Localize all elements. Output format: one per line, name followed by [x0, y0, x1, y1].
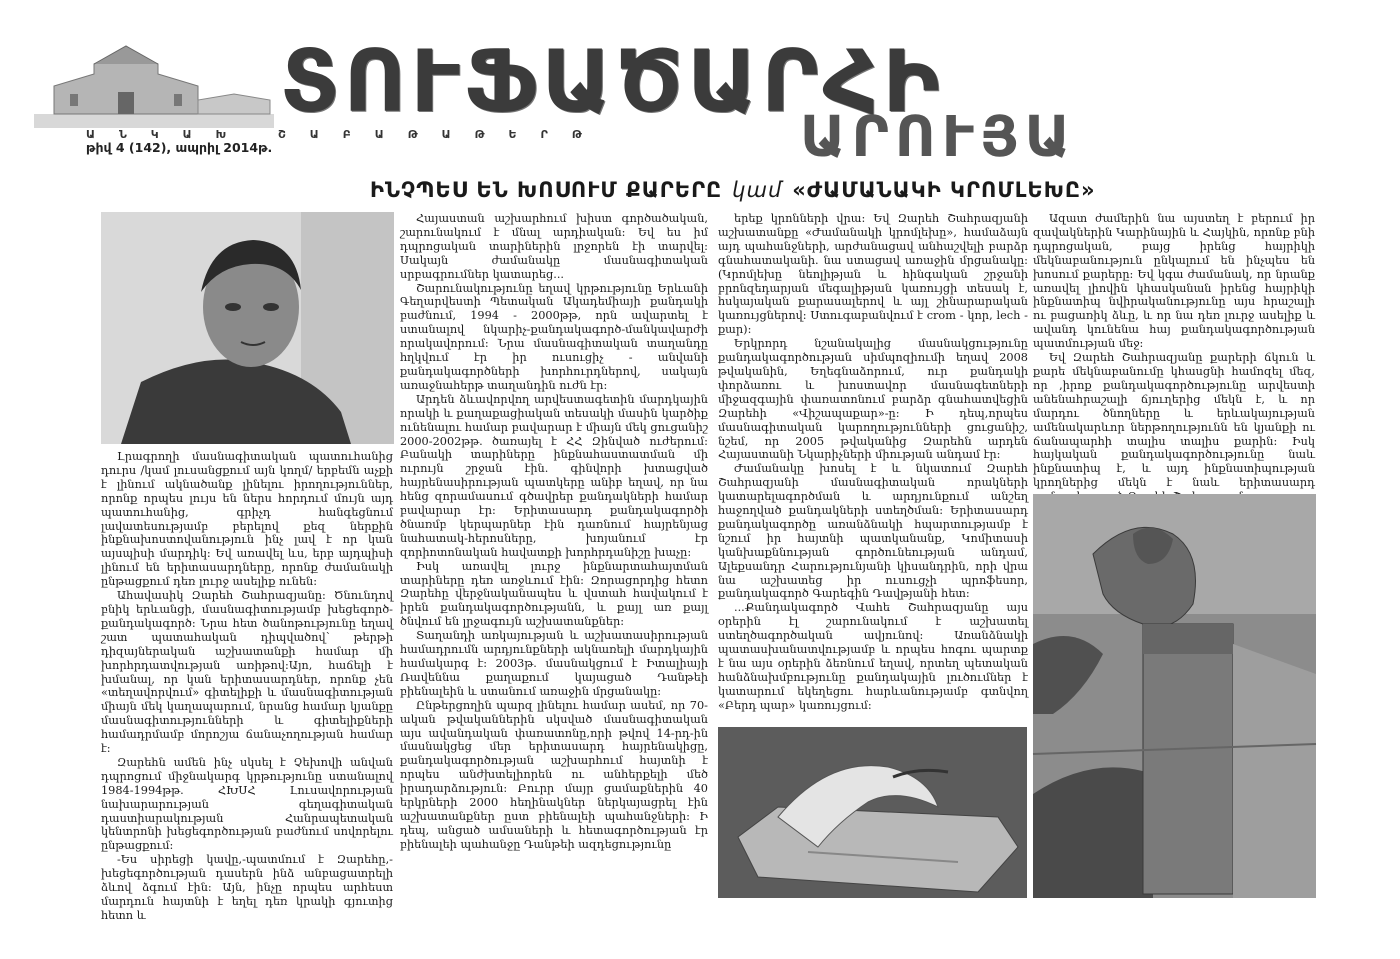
paragraph: Երկրորդ նշանակալից մասնակցությունը քանդակագործության սիմպոզիումի եղավ 2008 թվականին, Եղեգնաձորում, ուր քանդակի փորձառու և խոստավոր մասնագետների միջազգային փառատոնում բարձր գնահատվեցին Զարեհի «Վիշապաքար»-ը: Ի դեպ,որպես մասնագիտական կարողությունների ցուցանիշ, նշեմ, որ 2005 թվականից Զարեհն արդեն Հայաստանի Նկարիչների միության անդամ էր:: [718, 337, 1028, 462]
headline-part-1: ԻՆՉՊԵՍ ԵՆ ԽՈՍՈՒՄ ՔԱՐԵՐԸ: [370, 178, 723, 202]
article-column-3: [718, 212, 1028, 722]
paragraph: ...Քանդակագործ Վահե Շահրազյանը այս օրերին էլ շարունակում է աշխատել ստեղծագործական ավյունով: Առանձնակի պատասխանատվությամբ և որպես հոգու պարտք է նա այս օրերին ձեռնում եղավ, որտեղ պետական հանձնախմբությունը քանդակային լուծումներ է կատարում եկեղեցու հարևանությամբ գտնվող «Բերդ պար» կառույցում:: [718, 601, 1028, 712]
article-column-2: [400, 212, 708, 902]
paragraph: Ընթերցողին պարզ լինելու համար ասեմ, որ 70-ական թվականներին սկսված մասնագիտական այս ավանդական փառատոնը,որի թվով 14-րդ-ին մասնակցեց մեր երիտասարդ հայրենակիցը, քանդակագործության աշխարհում հայտնի է որպես անժխտելիորեն ու անհերքելի մեծ իրադարձություն: Բուրր մայր ցամաքներին 40 երկրների 2000 հեղինակներ ներկայացրել էին աշխատանքներ ըստ բիենալեի պահանջների: Ի դեպ, անցած ամսաների և հետագործության էր բիենալեի պահանջը Դանթեի ազդեցությունը: [400, 698, 708, 851]
paragraph: Արդեն ձևավորվող արվեստագետին մարդկային որակի և քաղաքացիական տեսակի մասին կարծիք ունենալու համար բավարար է միայն մեկ ցուցանիշ 2000-2002թթ. ծառայել է ՀՀ Զինված ուժերում: Բանակի տարիները ինքնահաստատման մի ուրույն շրջան էին. գինվորի խտացված հայրենասիրության պատկերը անիբ եղավ, որ նա հենց զորամասում գծավրեր քանդակների համար բավարար էր: Երիտասարդ քանդակագործի ծնառմբ կերպարներ էին դառնում հայրենյաց նահատակ-հերոսները, խոյանում էր զորիոտոնական հավատքի խորհրդանիշը խաչը:: [400, 392, 708, 559]
headline-connector: կամ: [732, 178, 783, 202]
article-column-1: [101, 450, 393, 922]
masthead-section-title: ԱՐՈՒՅԱ: [800, 105, 1077, 170]
paragraph: Զարեհն ամեն ինչ սկսել է Չեխովի անվան դպրոցում միջնակարգ կրթությունը ստանալով 1984-1994թթ. ՀԽՍՀ Լուսավորության նախարարության գեղագիտական դաստիարակության Հանրապետական կենտրոնի խեցեգործության բաժնում սովորելու ընթացքում:: [101, 755, 393, 853]
paragraph: -Ես սիրեցի կավը,-պատմում է Զարեհը,- խեցեգործության դասերն ինձ անբացատրելի ձևով ձգում էին: Այն, ինչը որպես արհեստ մարդուն հայտնի է եղել դեռ կրակի գյուտից հետո և: [101, 853, 393, 922]
paragraph: երեք կրոնների վրա: Եվ Զարեհ Շահրազյանի աշխատանքը «Ժամանակի կրոմլեխը», համաձայն այդ պահանջների, արժանացավ անհաշվելի բարձր գնահատականի. նա ստացավ առաջին մրցանակը: (Կրոմլեխը նեոլիթյան և հինգական շրջանի բրոնզեդարյան մեգալիթյան կառույցի տեսակ է, հսկայական քարասալերով և այլ շինարարական կառույցներով: Ստուգաբանվում է crom - կոր, lech - քար):: [718, 212, 1028, 337]
monument-photo: [1033, 494, 1316, 898]
sculpture-photo: [718, 727, 1027, 898]
issue-number: թիվ 4 (142), ապրիլ 2014թ.: [86, 140, 273, 155]
article-headline: [370, 178, 1096, 208]
paragraph: Ահավասիկ Զարեհ Շահրազյանը: Ծնունդով բնիկ երևանցի, մասնագիտությամբ խեցեգործ-քանդակագործ: Նրա հետ ծանոթությունը եղավ շատ պատահական դիպվածով՝ թերթի դիզայներական աշխատանքի համար մի խորհրդատվության առիթով:Այո, հաճելի է խմանալ, որ կան երիտասարդներ, որոնք չեն «տեղավորվում» գիտելիքի և մասնագիտության միայն մեկ կաղապարում, նրանց համար կյանքը մասնագիտությունների և գիտելիքների համադրմամբ մորոշյա ճանաչողության համար է:: [101, 589, 393, 756]
paragraph: Եվ Զարեհ Շահրազյանը քարերի ճկուն և քարե մեկնաբանումը կհասցնի համոզել մեզ, որ ,իրոք քանդակագործությունը արվեստի անենահրաշալի ճյուղերից մեկն է, և որ մարդու ծնողները և երևակայության ամենակարևոր ներթողությունն են կյանքի ու ճանապարհի տալիս տալիս քարին: Իսկ հայկական քանդակագործությունը նաև ինքնատիպ է, և այդ ինքնատիպության կրողներից մեկն է նաև երիտասարդ: [1033, 351, 1315, 490]
paragraph: Ժամանակը խոսել է և նկատում Զարեհ Շահրազյանի մասնագիտական որակների կատարելագործման և արդյունքում անշեղ հաջողված քանդակների ստեղծման: Երիտասարդ քանդակագործը առանձնակի հպարտությամբ է նշում իր հայտնի պատկանանք, Կոմիտասի կանխաքննության գործունեության անդամ, Ալեքսանդր Հարությունյանի կիսանդրին, որի վրա նա աշխատեց իր ուսուցչի պրոֆեսոր, քանդակագործ Գարեգին Դավթյանի հետ:: [718, 462, 1028, 601]
paragraph: Հայաստան աշխարհում խիստ գործածական, շարունակում է մնալ արդիական: Եվ ես իմ դպրոցական տարիներին լրջորեն էի տարվել: Սակայն ժամանակը մասնագիտական սրբագրումներ կատարեց...: [400, 212, 708, 281]
portrait-photo: [101, 212, 394, 444]
headline-part-2: «ԺԱՄԱՆԱԿԻ ԿՐՈՄԼԵԽԸ»: [792, 178, 1096, 202]
masthead-subtitle: ԱՆԿԱԽ ՇԱԲԱԹԱԹԵՐԹ: [86, 128, 606, 141]
masthead-title: ՏՈՒՖԱԾԱՐՀԻ: [280, 32, 944, 132]
paragraph: Իսկ առավել լուրջ ինքնարտահայտման տարիները դեռ առջևում էին: Զորացորդից հետո Զարեհը վերջնականապես և վստահ հավակում է իրեն քանդակագործությանն, և քայլ առ քայլ ծնվում են լրջագույն աշխատանքներ:: [400, 559, 708, 629]
paragraph: Շարունակությունը եղավ կրթությունը Երևանի Գեղարվեստի Պետական Ակադեմիայի քանդակի բաժնում, 1994 - 2000թթ, որն ավարտել է ստանալով նկարիչ-քանդակագործ-մանկավարժի որակավորում: Նրա մասնագիտական տաղանդը հղկվում էր իր ուսուցիչ - անվանի քանդակագործների խորհուրդներով, սակայն առաջնահերթ տաղանդին ուժն էր:: [400, 281, 708, 392]
church-illustration: [34, 44, 274, 128]
article-column-4: [1033, 212, 1315, 492]
paragraph: Լրագրողի մասնագիտական պատուհանից դուրս /կամ լուսանցքում այն կողմ/ երբեմն աչքի է լինում ակնածանք լինելու իրողություններ, որոնք որպես լույս են ներս հորդում մույն այդ պատուհանից, գրիչդ հանգեցնում լավատեսությամբ բերելով քեզ ներքին ինքնախոստովանություն ինչ լավ է որ կան այսպիսի մարդիկ: Եվ առավել ևս, երբ այդպիսի լինում են երիտասարդները, որոնք ժամանակի ընթացքում դեռ լուրջ ասելիք ունեն:: [101, 450, 393, 589]
paragraph: Տաղանդի առկայության և աշխատասիրության համադրումն արդյունքների ակնառելի մարդկային համակարգ է: 2003թ. մասնակցում է Իտալիայի Ռավեննա քաղաքում կայացած Դանթեի բիենալեին և ստանում առաջին մրցանակը:: [400, 629, 708, 698]
paragraph: Ազատ ժամերին նա այստեղ է բերում իր զավակներին Կարինային և Հայկին, որոնք բնի դպրոցական, բայց իրենց հայրիկի մեկնաբանություն ընկալում են ինչպես են խոսում քարերը: Եվ կգա ժամանակ, որ նրանք առավել լիովին կհասկանան իրենց հայրիկի ինքնատիպ նվիրականությունը այս հրաշալի ու բացառիկ ձևը, և որ նա դեռ լուրջ ասելիք և ավանդ կունենա հայ քանդակագործության պատմության մեջ:: [1033, 212, 1315, 351]
